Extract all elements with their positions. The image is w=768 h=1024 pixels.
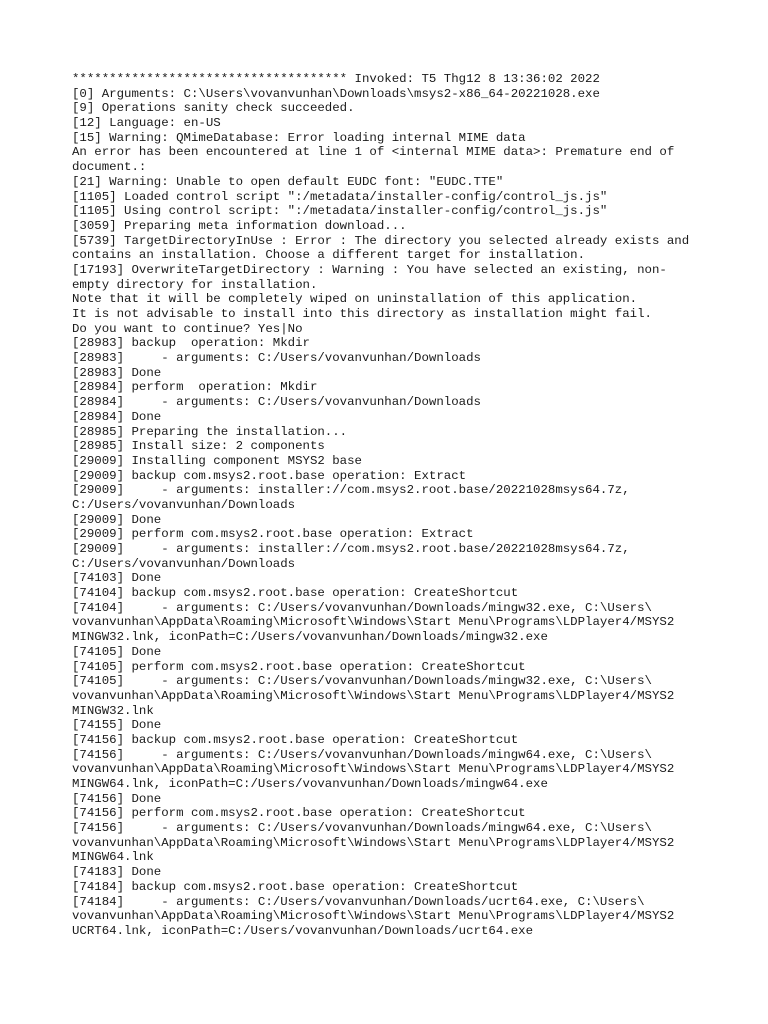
- log-line: [29009] perform com.msys2.root.base operation: Extract: [72, 527, 474, 542]
- log-line: UCRT64.lnk, iconPath=C:/Users/vovanvunhan/Downloads/ucrt64.exe: [72, 923, 534, 938]
- log-line: [15] Warning: QMimeDatabase: Error loading internal MIME data: [72, 130, 526, 145]
- log-line: [74184] backup com.msys2.root.base operation: CreateShortcut: [72, 879, 519, 894]
- log-line: [74184] - arguments: C:/Users/vovanvunhan/Downloads/ucrt64.exe, C:\Users\: [72, 894, 645, 909]
- log-line: [29009] backup com.msys2.root.base operation: Extract: [72, 468, 467, 483]
- log-line: vovanvunhan\AppData\Roaming\Microsoft\Windows\Start Menu\Programs\LDPlayer4/MSYS2: [72, 835, 675, 850]
- log-line: [28984] perform operation: Mkdir: [72, 380, 318, 395]
- log-line: [21] Warning: Unable to open default EUDC font: "EUDC.TTE": [72, 174, 504, 189]
- log-line: [17193] OverwriteTargetDirectory : Warning : You have selected an existing, non-: [72, 262, 667, 277]
- log-line: [28983] - arguments: C:/Users/vovanvunhan/Downloads: [72, 351, 481, 366]
- log-line: document.:: [72, 160, 147, 175]
- log-line: [74156] backup com.msys2.root.base operation: CreateShortcut: [72, 732, 519, 747]
- log-line: [29009] - arguments: installer://com.msys2.root.base/20221028msys64.7z,: [72, 542, 630, 556]
- log-line: [28984] Done: [72, 409, 162, 424]
- log-line: [28983] backup operation: Mkdir: [72, 336, 310, 351]
- log-line: An error has been encountered at line 1 of <internal MIME data>: Premature end of: [72, 145, 675, 160]
- log-line: vovanvunhan\AppData\Roaming\Microsoft\Windows\Start Menu\Programs\LDPlayer4/MSYS2: [72, 762, 675, 777]
- log-line: C:/Users/vovanvunhan/Downloads: [72, 556, 296, 571]
- log-line: contains an installation. Choose a different target for installation.: [72, 248, 586, 263]
- log-line: [28983] Done: [72, 365, 162, 380]
- log-line: [74104] - arguments: C:/Users/vovanvunhan/Downloads/mingw32.exe, C:\Users\: [72, 600, 652, 615]
- log-line: [1105] Using control script: ":/metadata/installer-config/control_js.js": [72, 204, 608, 219]
- installer-log-text: [72, 72, 712, 939]
- log-line: MINGW32.lnk, iconPath=C:/Users/vovanvunhan/Downloads/mingw32.exe: [72, 630, 548, 645]
- log-line: MINGW32.lnk: [72, 703, 154, 718]
- log-line: [29009] Installing component MSYS2 base: [72, 453, 362, 468]
- log-line: [0] Arguments: C:\Users\vovanvunhan\Downloads\msys2-x86_64-20221028.exe: [72, 86, 600, 101]
- log-line: [1105] Loaded control script ":/metadata/installer-config/control_js.js": [72, 189, 608, 204]
- log-line: [74105] perform com.msys2.root.base operation: CreateShortcut: [72, 659, 526, 674]
- log-line: vovanvunhan\AppData\Roaming\Microsoft\Windows\Start Menu\Programs\LDPlayer4/MSYS2: [72, 909, 675, 924]
- log-line: [74105] - arguments: C:/Users/vovanvunhan/Downloads/mingw32.exe, C:\Users\: [72, 674, 652, 689]
- log-line: Do you want to continue? Yes|No: [72, 321, 303, 336]
- log-line: Note that it will be completely wiped on uninstallation of this application.: [72, 292, 638, 307]
- log-line: [74156] - arguments: C:/Users/vovanvunhan/Downloads/mingw64.exe, C:\Users\: [72, 821, 652, 836]
- log-line: [9] Operations sanity check succeeded.: [72, 101, 355, 116]
- log-line: [74155] Done: [72, 718, 162, 733]
- log-line: empty directory for installation.: [72, 277, 318, 292]
- log-line: It is not advisable to install into this directory as installation might fail.: [72, 307, 652, 321]
- log-line: [5739] TargetDirectoryInUse : Error : The directory you selected already exists and: [72, 233, 690, 248]
- log-line: [74183] Done: [72, 865, 162, 880]
- log-line: [28985] Install size: 2 components: [72, 439, 325, 454]
- log-line: [74103] Done: [72, 571, 162, 586]
- log-line: MINGW64.lnk, iconPath=C:/Users/vovanvunhan/Downloads/mingw64.exe: [72, 777, 548, 791]
- log-line: [74104] backup com.msys2.root.base operation: CreateShortcut: [72, 586, 519, 601]
- log-line: [29009] - arguments: installer://com.msys2.root.base/20221028msys64.7z,: [72, 483, 630, 498]
- log-line: vovanvunhan\AppData\Roaming\Microsoft\Windows\Start Menu\Programs\LDPlayer4/MSYS2: [72, 688, 675, 703]
- log-line: [28985] Preparing the installation...: [72, 424, 348, 439]
- log-line: [29009] Done: [72, 512, 162, 527]
- log-line: [28984] - arguments: C:/Users/vovanvunhan/Downloads: [72, 395, 481, 410]
- log-line: [3059] Preparing meta information download...: [72, 218, 407, 233]
- log-line: C:/Users/vovanvunhan/Downloads: [72, 497, 296, 512]
- log-line: [74156] perform com.msys2.root.base operation: CreateShortcut: [72, 806, 526, 821]
- log-line: vovanvunhan\AppData\Roaming\Microsoft\Windows\Start Menu\Programs\LDPlayer4/MSYS2: [72, 615, 675, 630]
- log-line: MINGW64.lnk: [72, 850, 154, 865]
- log-line: [74156] - arguments: C:/Users/vovanvunhan/Downloads/mingw64.exe, C:\Users\: [72, 747, 652, 762]
- log-line: ************************************* Invoked: T5 Thg12 8 13:36:02 2022: [72, 72, 600, 86]
- log-line: [74105] Done: [72, 644, 162, 659]
- log-line: [74156] Done: [72, 791, 162, 806]
- log-line: [12] Language: en-US: [72, 116, 221, 131]
